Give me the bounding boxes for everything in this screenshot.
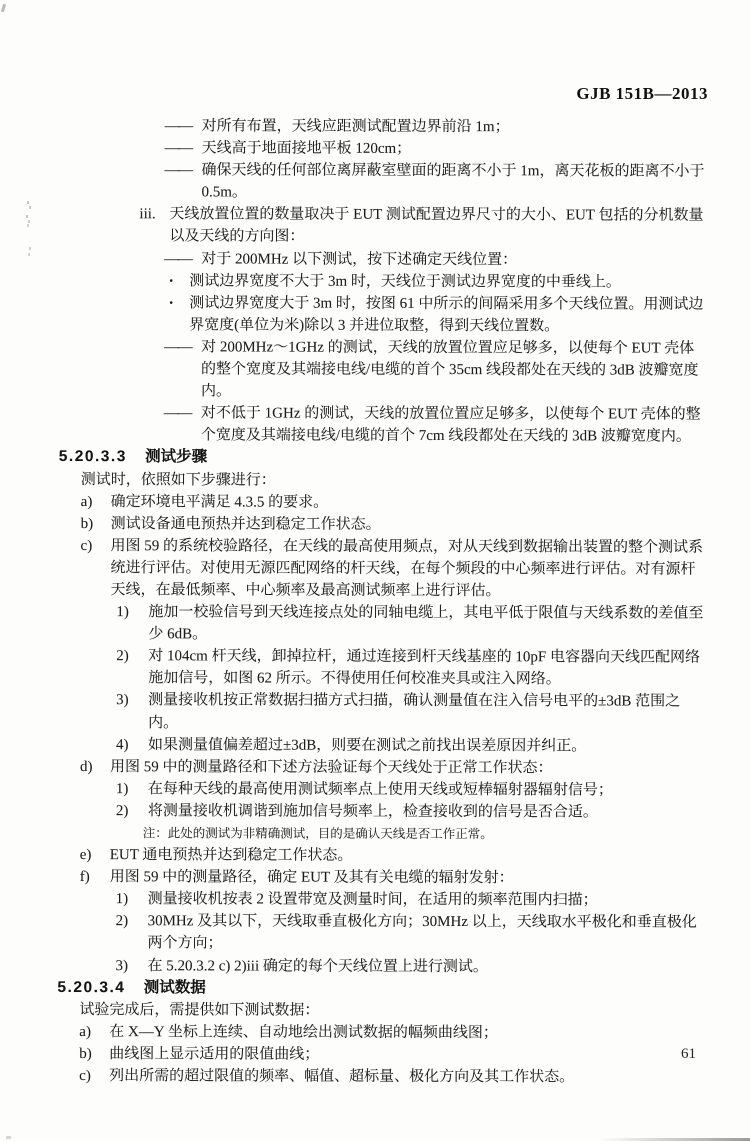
section-title: 测试数据 [143, 978, 206, 997]
dash-list-item [0, 137, 750, 161]
item-marker: a) [80, 493, 93, 510]
lettered-item-b [0, 513, 749, 537]
item-marker: c) [79, 1068, 91, 1085]
item-text: 用图 59 的系统校验路径，在天线的最高使用频点，对从天线到数据输出装置的整个测试系统进行评估。对使用无源匹配网络的杆天线，在每个频段的中心频率进行评估。对有源杆天线，在最低频率、中心频率及最高测试频率上进行评估。 [110, 537, 704, 600]
item-marker: f) [79, 869, 90, 886]
dash-marker: —— [163, 405, 191, 422]
document-number-header: GJB 151B—2013 [576, 84, 708, 103]
subitem-text: 测量接收机按正常数据扫描方式扫描，确认测量值在注入信号电平的±3dB 范围之内。 [148, 692, 681, 731]
dash-list-item [0, 159, 750, 205]
subitem-marker: 3) [116, 692, 129, 709]
subitem-text: 30MHz 及其以下，天线取垂直极化方向；30MHz 以上，天线取水平极化和垂直极化两个方向； [147, 913, 697, 952]
bullet-item-text: 测试边界宽度大于 3m 时，按图 61 中所示的间隔采用多个天线位置。用测试边界宽度(单位为米)除以 3 并进位取整，得到天线位置数。 [189, 295, 704, 335]
section-heading-5-20-3-4 [0, 976, 747, 1000]
bullet-list-item [0, 269, 749, 293]
subitem-text: 在每种天线的最高使用测试频率点上使用天线或短棒辐射器辐射信号； [147, 781, 613, 799]
dash-item-text: 对所有布置，天线应距测试配置边界前沿 1m； [201, 118, 510, 136]
item-marker: d) [79, 758, 93, 775]
item-marker: a) [79, 1023, 91, 1040]
page-number: 61 [681, 1046, 696, 1062]
roman-item-text: 天线放置位置的数量取决于 EUT 测试配置边界尺寸的大小、EUT 包括的分机数量以及天线的方向图： [169, 206, 704, 246]
item-text: 列出所需的超过限值的频率、幅值、超标量、极化方向及其工作状态。 [109, 1068, 575, 1086]
note-line: 注：此处的测试为非精确测试，目的是确认天线是否工作正常。 [142, 826, 493, 842]
subitem-marker: 1) [115, 891, 129, 908]
item-text: 用图 59 中的测量路径和下述方法验证每个天线处于正常工作状态： [109, 758, 553, 777]
dash-marker: —— [164, 339, 192, 356]
lettered-item-c [0, 1065, 747, 1089]
subitem-text: 施加一校验信号到天线连接点处的同轴电缆上，其电平低于限值与天线系数的差值至少 6dB。 [148, 604, 704, 643]
scan-artifact [6, 1136, 11, 1139]
dash-item-text: 对不低于 1GHz 的测试，天线的放置位置应足够多，以使每个 EUT 壳体的整个宽度及其端接电线/电缆的首个 7cm 线段都处在天线的 3dB 波瓣宽度内。 [200, 405, 701, 445]
subitem-marker: 1) [116, 604, 129, 621]
numbered-subitem [0, 910, 748, 956]
lettered-item-d [0, 756, 748, 780]
item-marker: b) [79, 1045, 92, 1063]
subitem-text: 对 104cm 杆天线，卸掉拉杆，通过连接到杆天线基座的 10pF 电容器向天线匹配网络施加信号，如图 62 所示。不得使用任何校准夹具或注入网络。 [148, 648, 700, 688]
dash-item-text: 对于 200MHz 以下测试，按下述确定天线位置： [201, 250, 518, 268]
numbered-subitem [0, 733, 748, 757]
roman-marker: iii. [139, 206, 156, 223]
numbered-subitem [0, 954, 747, 978]
numbered-subitem [0, 800, 748, 824]
dash-list-item [0, 247, 749, 271]
bullet-marker: • [169, 297, 174, 310]
lettered-item-a [0, 1021, 747, 1045]
subitem-marker: 2) [115, 803, 129, 820]
section-number: 5.20.3.3 [58, 448, 127, 466]
item-text: 在 X—Y 坐标上连续、自动地绘出测试数据的幅频曲线图； [109, 1023, 498, 1041]
item-text: EUT 通电预热并达到稳定工作状态。 [109, 847, 353, 864]
section-intro: 测试时，依照如下步骤进行： [80, 471, 276, 489]
bullet-item-text: 测试边界宽度不大于 3m 时，天线位于测试边界宽度的中垂线上。 [189, 272, 621, 291]
dash-marker: —— [164, 140, 192, 157]
lettered-item-f [0, 866, 748, 890]
dash-list-item [0, 336, 749, 404]
numbered-subitem [0, 778, 748, 802]
lettered-item-b [0, 1043, 747, 1067]
subitem-text: 将测量接收机调谐到施加信号频率上，检查接收到的信号是否合适。 [147, 803, 598, 821]
subitem-marker: 3) [115, 957, 128, 974]
dash-marker: —— [164, 250, 192, 267]
subitem-marker: 4) [116, 736, 129, 753]
dash-list-item [0, 402, 749, 448]
item-text: 测试设备通电预热并达到稳定工作状态。 [110, 515, 381, 533]
subitem-text: 如果测量值偏差超过±3dB，则要在测试之前找出误差原因并纠正。 [148, 736, 587, 755]
item-marker: c) [80, 537, 93, 554]
subitem-marker: 2) [115, 913, 129, 930]
subitem-text: 在 5.20.3.2 c) 2)iii 确定的每个天线位置上进行测试。 [147, 957, 488, 975]
lettered-item-a [0, 490, 749, 514]
subitem-marker: 2) [116, 648, 129, 665]
item-marker: e) [79, 847, 92, 864]
bullet-list-item [0, 292, 749, 338]
subitem-text: 测量接收机按表 2 设置带宽及测量时间，在适用的频率范围内扫描； [147, 891, 598, 909]
section-title: 测试步骤 [145, 448, 208, 466]
roman-list-item-iii [0, 203, 749, 249]
item-text: 确定环境电平满足 4.3.5 的要求。 [110, 493, 329, 511]
dash-item-text: 对 200MHz～1GHz 的测试，天线的放置位置应足够多，以使每个 EUT 壳体的整个宽度及其端接电线/电缆的首个 35cm 线段都处在天线的 3dB 波瓣宽度内。 [200, 339, 699, 400]
numbered-subitem [0, 645, 748, 691]
item-text: 曲线图上显示适用的限值曲线； [109, 1046, 320, 1063]
item-marker: b) [80, 515, 94, 532]
dash-list-item [0, 115, 750, 139]
subitem-marker: 1) [115, 780, 129, 797]
dash-item-text: 天线高于地面接地平板 120cm； [201, 140, 412, 158]
dash-item-text: 确保天线的任何部位离屏蔽室壁面的距离不小于 1m，离天花板的距离不小于 0.5m。 [201, 162, 705, 201]
lettered-item-e [0, 844, 748, 868]
item-text: 用图 59 中的测量路径，确定 EUT 及其有关电缆的辐射发射： [109, 869, 514, 887]
section-heading-5-20-3-3 [0, 446, 749, 470]
dash-marker: —— [164, 118, 192, 135]
dash-marker: —— [164, 162, 192, 179]
bullet-marker: • [169, 274, 174, 287]
section-intro: 试验完成后，需提供如下测试数据： [79, 1001, 320, 1019]
numbered-subitem [0, 689, 748, 735]
numbered-subitem [0, 888, 748, 912]
numbered-subitem [0, 601, 748, 647]
lettered-item-c [0, 535, 749, 603]
section-number: 5.20.3.4 [57, 978, 126, 996]
